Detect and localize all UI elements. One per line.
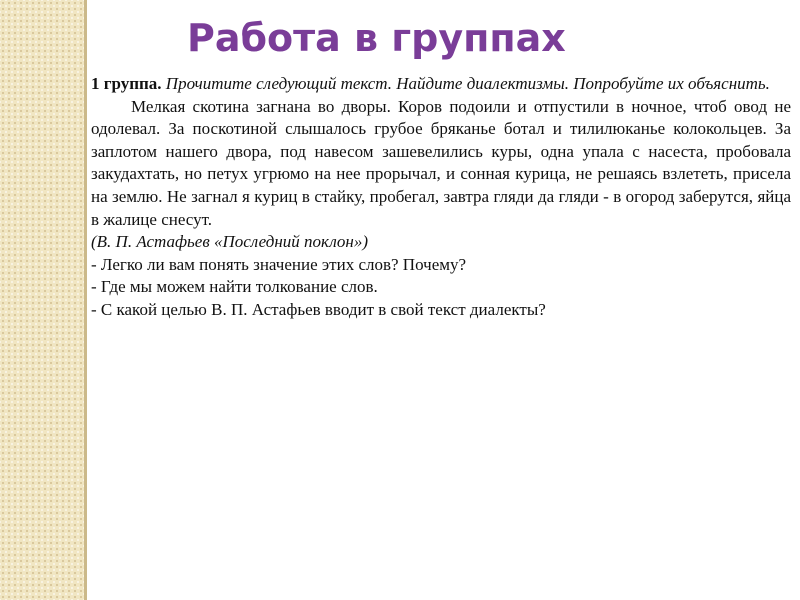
question-item: - Где мы можем найти толкование слов.	[91, 277, 378, 297]
passage-source: (В. П. Астафьев «Последний поклон»)	[91, 232, 369, 252]
side-divider	[84, 0, 87, 600]
group-label: 1 группа.	[91, 74, 162, 93]
decorative-side-strip	[0, 0, 84, 600]
task-instruction: Прочитите следующий текст. Найдите диалектизмы. Попробуйте их объяснить.	[165, 74, 770, 93]
question-item: - Легко ли вам понять значение этих слов? Почему?	[91, 254, 467, 274]
question-item: - С какой целью В. П. Астафьев вводит в свой текст диалекты?	[91, 299, 546, 319]
task-paragraph	[91, 73, 791, 96]
literary-passage: Мелкая скотина загнана во дворы. Коров подоили и отпустили в ночное, чтоб овод не одолевал. За поскотиной слышалось грубое бряканье ботал и тилилюканье колокольцев. За заплотом нашего двора, под навесом зашевелились куры, одна упала с насеста, пробовала закудахтать, но петух угрюмо на нее прорычал, и сонная курица, не решаясь взлететь, присела на землю. Не загнал я куриц в стайку, пробегал, завтра гляди да гляди - в огород заберутся, яйца в жалице снесут.	[91, 96, 791, 229]
slide-title: Работа в группах	[187, 16, 566, 60]
slide-content	[91, 73, 791, 322]
